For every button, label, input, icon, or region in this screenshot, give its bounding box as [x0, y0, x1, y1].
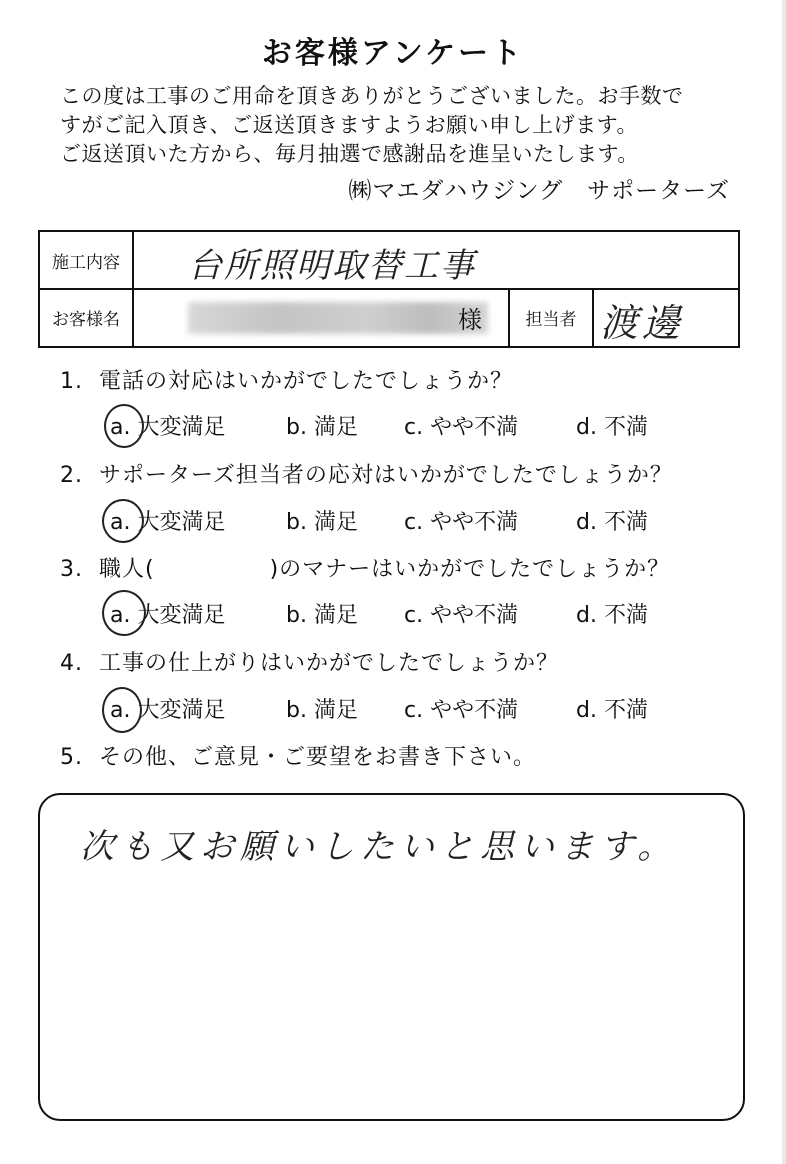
question-4 — [60, 646, 559, 677]
option-key: a. — [110, 603, 131, 628]
option-key: d. — [576, 603, 597, 628]
option-key: a. — [110, 698, 131, 723]
option-a[interactable] — [110, 505, 226, 536]
option-b[interactable] — [286, 410, 358, 441]
option-label: 不満 — [603, 510, 648, 535]
option-b[interactable] — [286, 598, 358, 629]
work-label: 施工内容 — [40, 232, 134, 288]
option-c[interactable] — [404, 598, 518, 629]
question-number: 3. — [60, 557, 83, 582]
option-key: a. — [110, 510, 131, 535]
option-a[interactable] — [110, 693, 226, 724]
option-key: b. — [286, 698, 307, 723]
option-a[interactable] — [110, 598, 226, 629]
honorific-suffix: 様 — [458, 305, 482, 334]
staff-value[interactable]: 渡邊 — [600, 301, 685, 345]
option-b[interactable] — [286, 505, 358, 536]
option-key: a. — [110, 415, 131, 440]
intro-line: ご返送頂いた方から、毎月抽選で感謝品を進呈いたします。 — [60, 142, 639, 166]
question-3 — [60, 552, 670, 583]
intro-line: すがご記入頂き、ご返送頂きますようお願い申し上げます。 — [60, 113, 638, 137]
page-title: お客様アンケート — [261, 36, 525, 71]
option-label: 大変満足 — [137, 510, 226, 535]
comment-answer: 次も又お願いしたいと思います。 — [80, 827, 678, 867]
option-label: やや不満 — [430, 603, 519, 628]
question-text: サポーターズ担当者の応対はいかがでしたでしょうか？ — [99, 463, 673, 488]
option-label: 満足 — [313, 510, 358, 535]
option-label: 満足 — [313, 603, 358, 628]
scan-edge — [782, 0, 786, 1164]
option-label: 不満 — [603, 415, 648, 440]
option-b[interactable] — [286, 693, 358, 724]
option-label: 大変満足 — [137, 603, 226, 628]
option-a[interactable] — [110, 410, 226, 441]
option-key: d. — [576, 415, 597, 440]
option-key: d. — [576, 698, 597, 723]
option-key: c. — [404, 415, 424, 440]
staff-label: 担当者 — [508, 288, 594, 346]
option-label: 不満 — [603, 603, 648, 628]
question-5 — [60, 740, 536, 771]
customer-info-table — [38, 230, 740, 348]
customer-row — [40, 288, 738, 346]
question-number: 1. — [60, 369, 83, 394]
question-text: 工事の仕上がりはいかがでしたでしょうか？ — [99, 651, 560, 676]
option-label: 大変満足 — [137, 698, 226, 723]
option-c[interactable] — [404, 505, 518, 536]
option-d[interactable] — [576, 410, 648, 441]
option-d[interactable] — [576, 505, 648, 536]
option-key: d. — [576, 510, 597, 535]
option-key: c. — [404, 698, 424, 723]
option-label: 不満 — [603, 698, 648, 723]
option-key: b. — [286, 603, 307, 628]
option-key: c. — [404, 510, 424, 535]
comment-box[interactable] — [38, 793, 745, 1121]
question-1 — [60, 364, 513, 395]
question-text: 職人( )のマナーはいかがでしたでしょうか？ — [99, 557, 671, 582]
company-name: ㈱マエダハウジング サポーターズ — [348, 178, 730, 204]
question-number: 2. — [60, 463, 83, 488]
option-label: やや不満 — [430, 415, 519, 440]
option-d[interactable] — [576, 598, 648, 629]
option-key: c. — [404, 603, 424, 628]
option-label: 満足 — [313, 415, 358, 440]
question-text: 電話の対応はいかがでしたでしょうか？ — [99, 369, 514, 394]
question-2 — [60, 458, 673, 489]
option-c[interactable] — [404, 693, 518, 724]
question-number: 5. — [60, 745, 83, 770]
work-value[interactable]: 台所照明取替工事 — [188, 246, 476, 286]
work-row — [40, 232, 738, 290]
redacted-customer-name — [188, 302, 488, 334]
intro-line: この度は工事のご用命を頂きありがとうございました。お手数で — [60, 84, 684, 108]
option-label: やや不満 — [430, 698, 519, 723]
option-key: b. — [286, 415, 307, 440]
option-d[interactable] — [576, 693, 648, 724]
option-label: やや不満 — [430, 510, 519, 535]
option-label: 満足 — [313, 698, 358, 723]
option-c[interactable] — [404, 410, 518, 441]
option-label: 大変満足 — [137, 415, 226, 440]
question-text: その他、ご意見・ご要望をお書き下さい。 — [99, 745, 537, 770]
intro-text — [60, 82, 760, 169]
option-key: b. — [286, 510, 307, 535]
customer-label: お客様名 — [40, 288, 134, 346]
question-number: 4. — [60, 651, 83, 676]
